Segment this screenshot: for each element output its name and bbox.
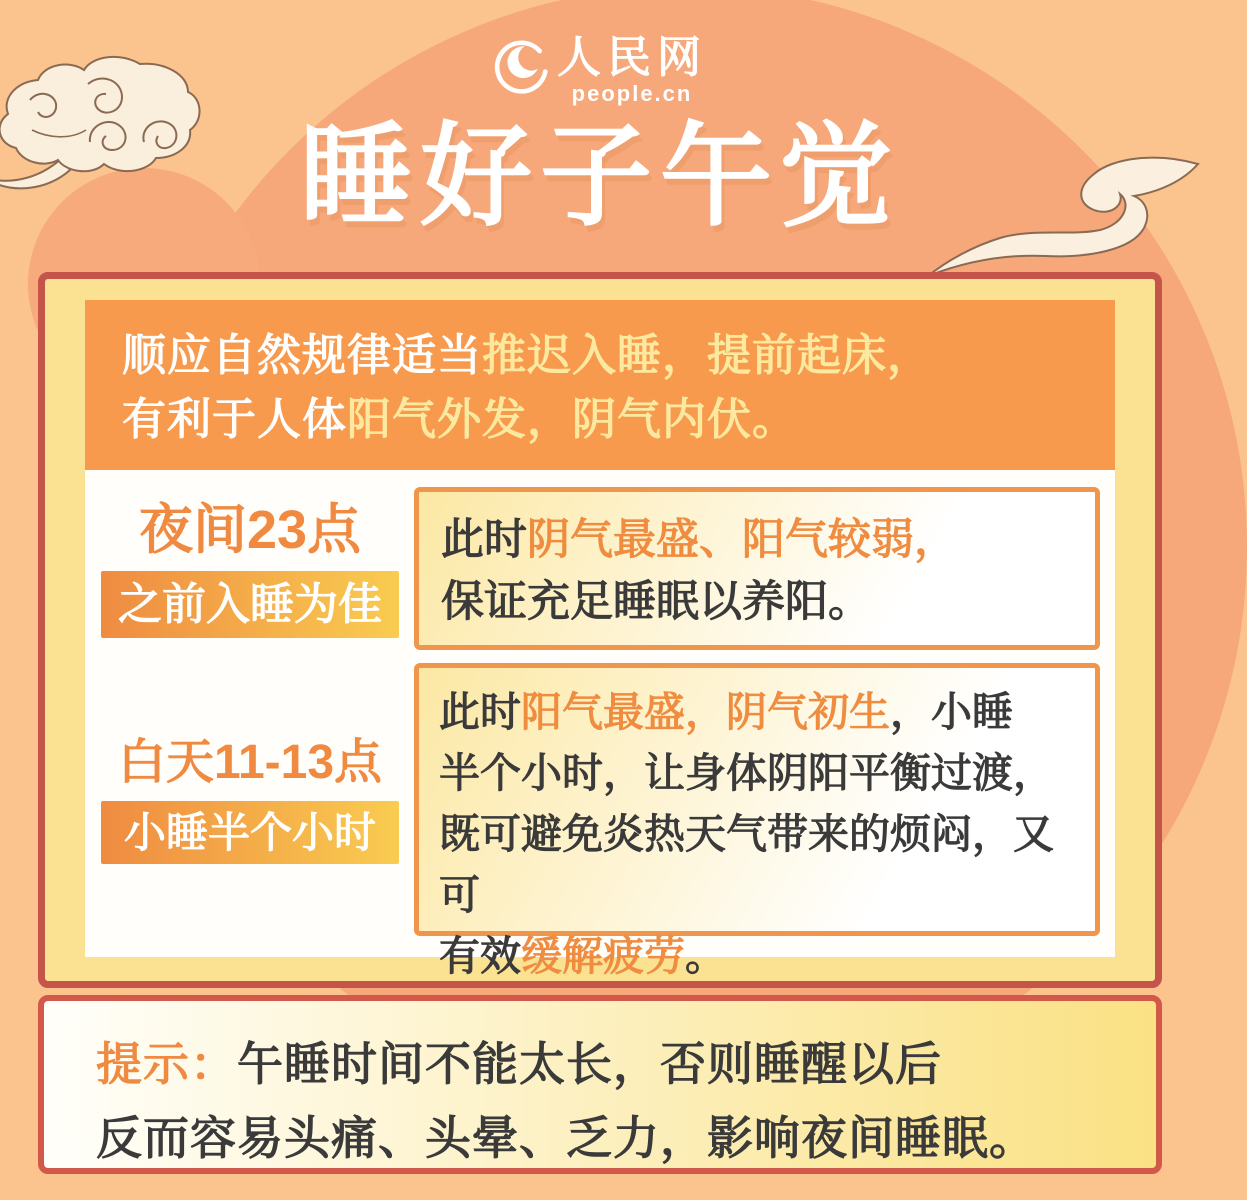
- night-sleep-row: [100, 487, 1100, 650]
- brand-domain: people.cn: [571, 81, 693, 106]
- noon-time-label: 白天11-13点: [117, 736, 383, 789]
- text-segment: 既可避免炎热天气带来的烦闷，又可: [439, 811, 1054, 918]
- text-segment: 阳气最盛，阴气初生: [521, 689, 890, 735]
- text-segment: 有利于人体: [122, 395, 347, 444]
- night-time-label: 夜间23点: [138, 500, 362, 560]
- text-segment: 此时: [439, 689, 521, 735]
- night-advice-badge: 之前入睡为佳: [101, 571, 399, 638]
- moon-icon: [493, 38, 549, 94]
- text-segment: 保证充足睡眠以养阳。: [441, 578, 871, 626]
- night-sleep-description: [414, 487, 1100, 650]
- text-segment: ，小睡: [890, 689, 1013, 735]
- text-segment: 缓解疲劳: [521, 933, 685, 979]
- brand-logo: [0, 34, 1200, 106]
- text-segment: 午睡时间不能太长，否则睡醒以后: [237, 1038, 942, 1090]
- text-segment: 推迟入睡，提前起床，: [482, 331, 932, 380]
- noon-nap-label: [100, 735, 400, 864]
- noon-advice-badge: 小睡半个小时: [101, 801, 399, 864]
- text-segment: 。: [685, 933, 726, 979]
- text-segment: 半个小时，让身体阴阳平衡过渡，: [439, 750, 1054, 796]
- text-segment: 提示：: [96, 1038, 237, 1090]
- page-title: 睡好子午觉: [300, 114, 900, 239]
- main-card: [38, 272, 1162, 988]
- brand-name: 人民网: [557, 33, 707, 82]
- text-segment: 阴气最盛、阳气较弱，: [527, 516, 957, 564]
- noon-nap-row: [100, 663, 1100, 979]
- night-sleep-label: [100, 499, 400, 638]
- tip-card: [38, 995, 1162, 1174]
- text-segment: 此时: [441, 516, 527, 564]
- text-segment: 顺应自然规律适当: [122, 331, 482, 380]
- rows-container: [85, 487, 1115, 979]
- text-segment: 反而容易头痛、头晕、乏力，影响夜间睡眠。: [96, 1112, 1036, 1164]
- intro-banner: [85, 300, 1115, 470]
- text-segment: 阳气外发，阴气内伏。: [347, 395, 797, 444]
- noon-nap-description: [414, 663, 1100, 979]
- main-card-panel: [85, 300, 1115, 979]
- text-segment: 有效: [439, 933, 521, 979]
